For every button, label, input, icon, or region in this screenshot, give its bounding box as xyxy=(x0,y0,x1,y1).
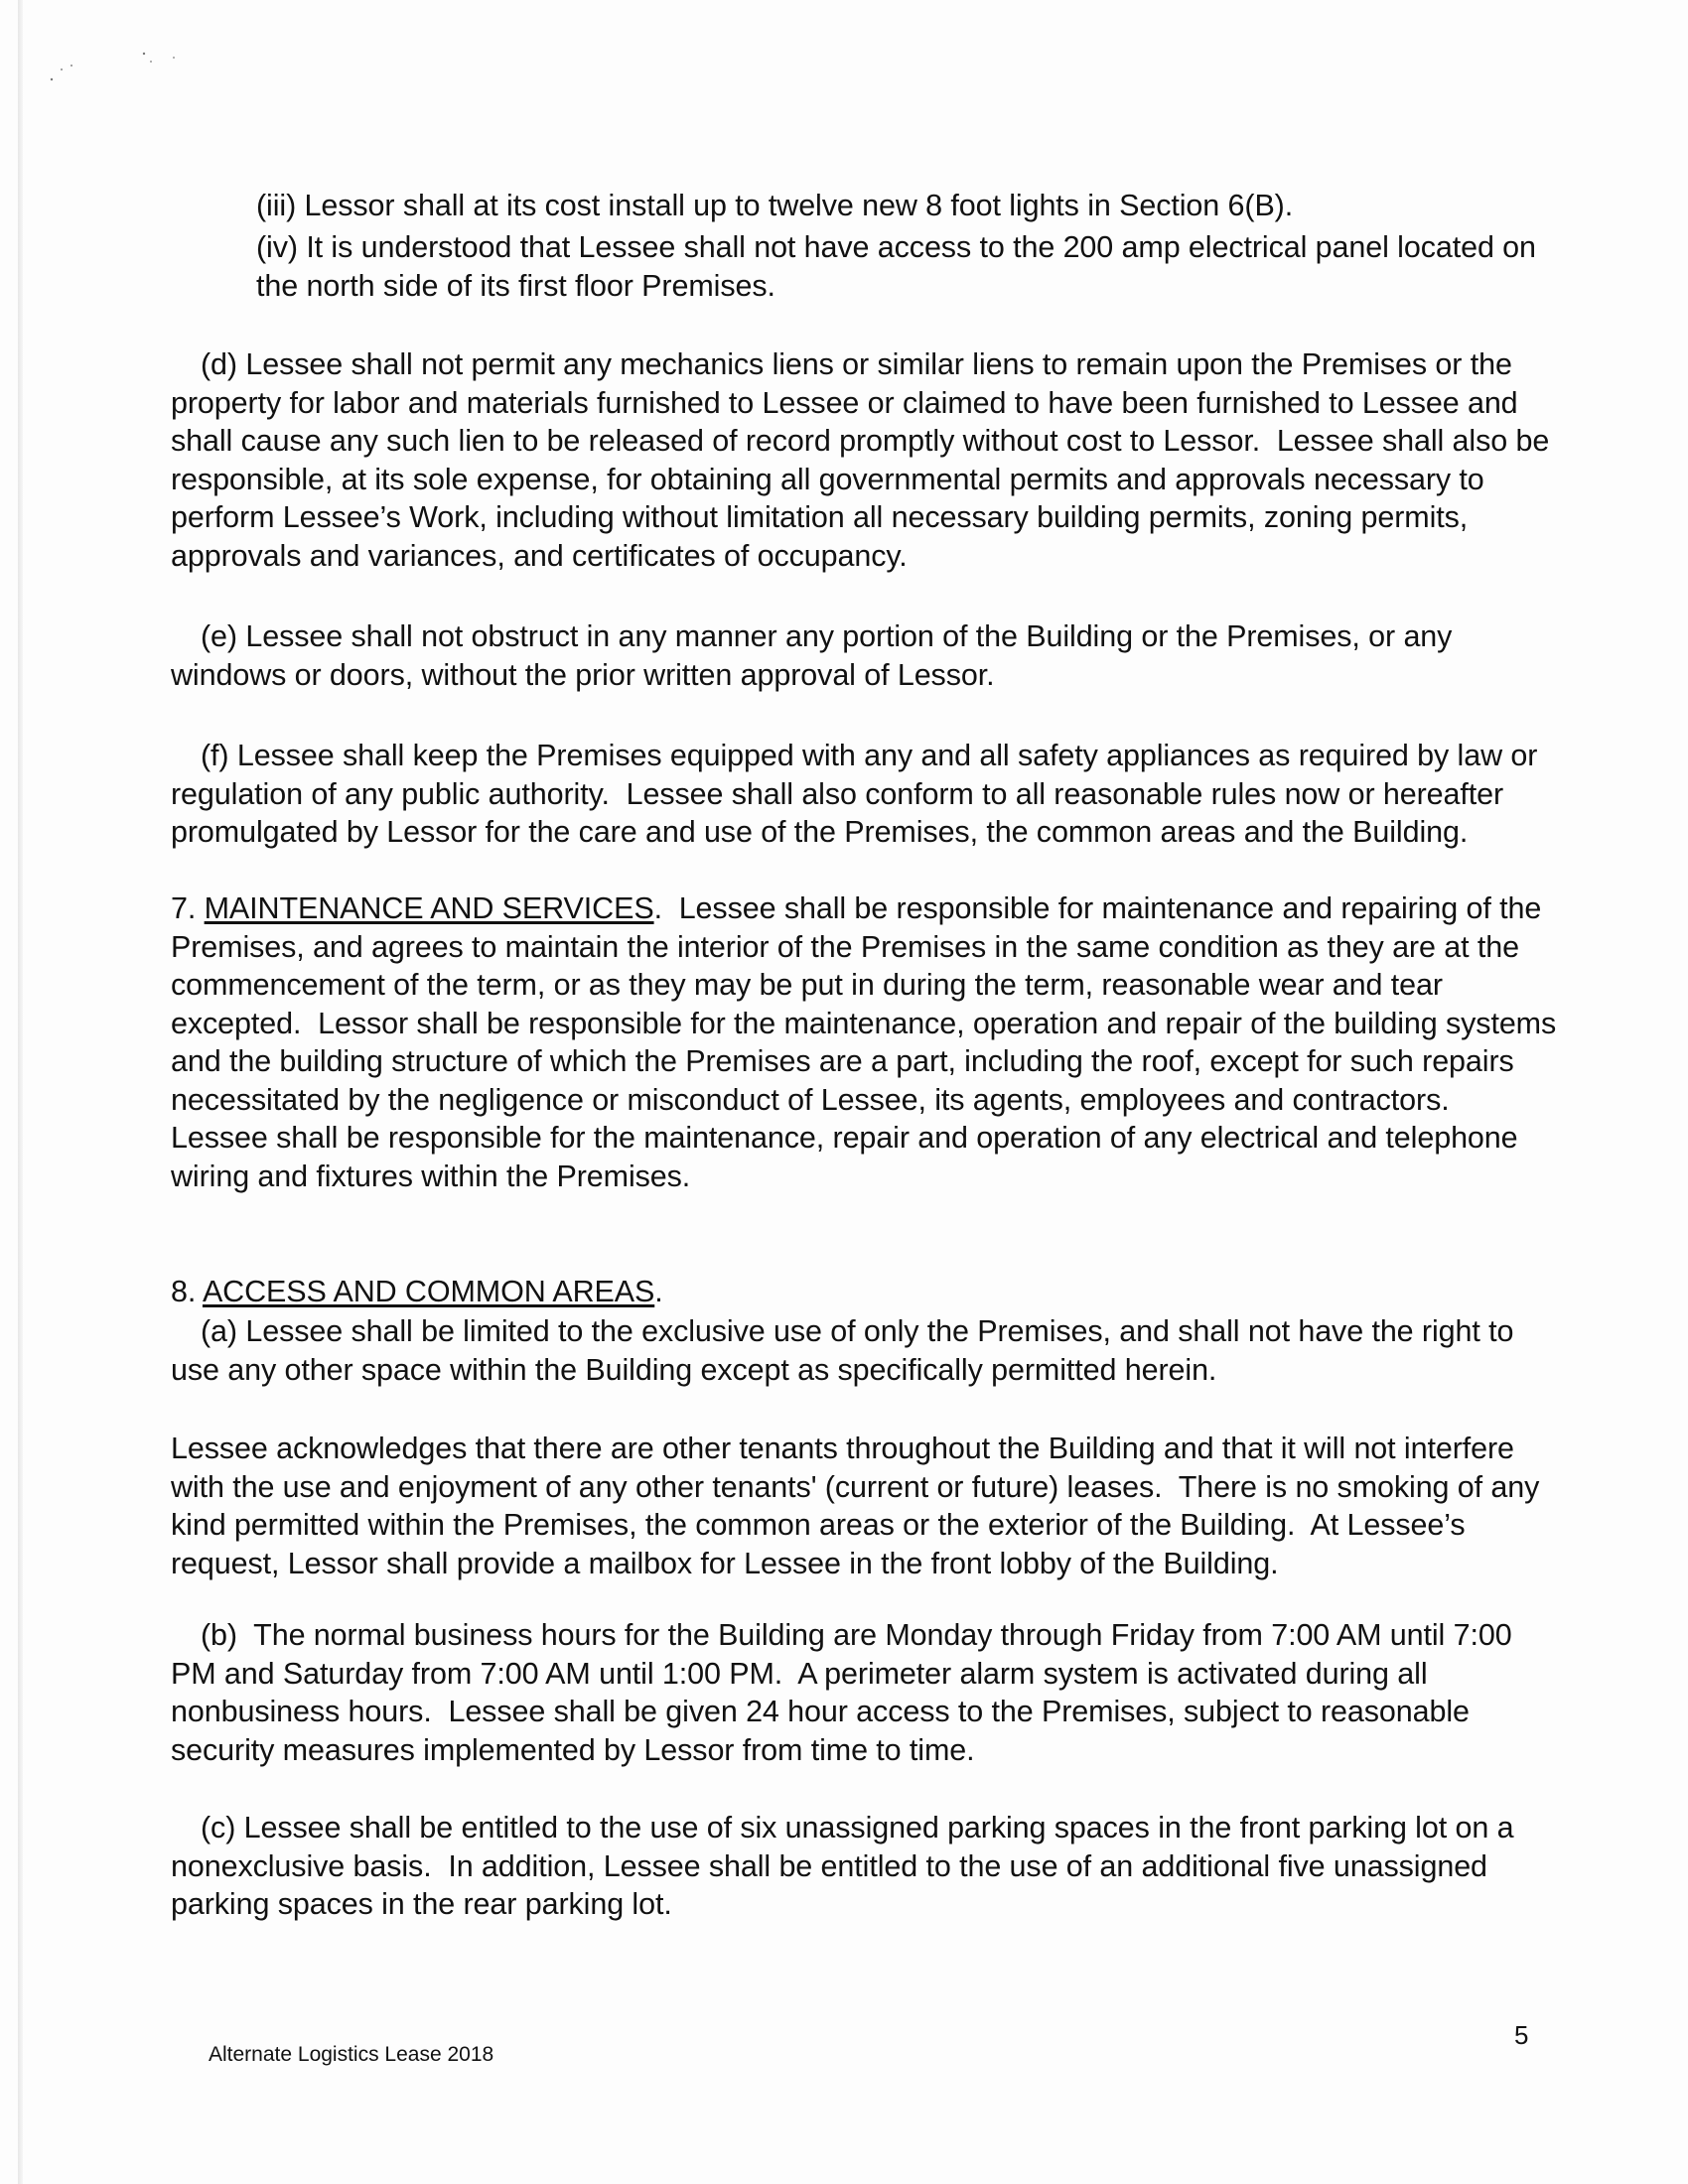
section-7-heading: MAINTENANCE AND SERVICES xyxy=(204,891,654,925)
section-8-heading: ACCESS AND COMMON AREAS xyxy=(202,1275,655,1308)
section-8-heading-end: . xyxy=(654,1275,663,1308)
page-number: 5 xyxy=(1514,2020,1529,2050)
section-8-number: 8. xyxy=(171,1275,203,1308)
footer-title: Alternate Logistics Lease 2018 xyxy=(209,2043,494,2066)
paragraph-d: (d) Lessee shall not permit any mechanics liens or similar liens to remain upon the Premises or the property for labor and materials furnished to Lessee or claimed to have been furnished to Lessee and shall cause any such lien to be released of record promptly without cost to Lessor. Lessee shall also be responsible, at its sole expense, for obtaining all governmental permits and approvals necessary to perform Lessee’s Work, including without limitation all necessary building permits, zoning permits, approvals and variances, and certificates of occupancy. xyxy=(171,347,1558,573)
scan-edge xyxy=(18,0,23,2184)
paragraph-e: (e) Lessee shall not obstruct in any manner any portion of the Building or the Premises, or any windows or doors, without the prior written approval of Lessor. xyxy=(171,619,1461,692)
paragraph-8b: (b) The normal business hours for the Building are Monday through Friday from 7:00 AM until 7:00 PM and Saturday from 7:00 AM until 1:00 PM. A perimeter alarm system is activated during all nonbusiness hours. Lessee shall be given 24 hour access to the Premises, subject to reasonable security measures implemented by Lessor from time to time. xyxy=(171,1618,1520,1767)
section-7 xyxy=(171,889,1565,1195)
clause-iv: (iv) It is understood that Lessee shall not have access to the 200 amp electrical panel located on the north side of its first floor Premises. xyxy=(256,230,1545,303)
scan-specks xyxy=(40,40,199,99)
section-7-number: 7. xyxy=(171,891,205,925)
paragraph-f: (f) Lessee shall keep the Premises equipped with any and all safety appliances as required by law or regulation of any public authority. Lessee shall also conform to all reasonable rules now or hereafter promulgated by Lessor for the care and use of the Premises, the common areas and the Building. xyxy=(171,739,1546,849)
paragraph-8a: (a) Lessee shall be limited to the exclusive use of only the Premises, and shall not have the right to use any other space within the Building except as specifically permitted herein. xyxy=(171,1314,1522,1387)
section-7-body: . Lessee shall be responsible for maintenance and repairing of the Premises, and agrees to maintain the interior of the Premises in the same condition as they are at the commencement of the term, or as they may be put in during the term, reasonable wear and tear excepted. Lessor shall be responsible for the maintenance, operation and repair of the building systems and the building structure of which the Premises are a part, including the roof, except for such repairs necessitated by the negligence or misconduct of Lessee, its agents, employees and contractors. Lessee shall be responsible for the maintenance, repair and operation of any electrical and telephone wiring and fixtures within the Premises. xyxy=(171,891,1565,1193)
paragraph-8c: (c) Lessee shall be entitled to the use of six unassigned parking spaces in the front parking lot on a nonexclusive basis. In addition, Lessee shall be entitled to the use of an additional five unassigned parking spaces in the rear parking lot. xyxy=(171,1811,1522,1921)
paragraph-tenants: Lessee acknowledges that there are other tenants throughout the Building and that it will not interfere with the use and enjoyment of any other tenants' (current or future) leases. There is no smoking of any kind permitted within the Premises, the common areas or the exterior of the Building. At Lessee’s request, Lessor shall provide a mailbox for Lessee in the front lobby of the Building. xyxy=(171,1432,1548,1580)
clause-iii: (iii) Lessor shall at its cost install up to twelve new 8 foot lights in Section 6(B). xyxy=(256,189,1294,222)
section-8-heading-line xyxy=(171,1273,1561,1311)
